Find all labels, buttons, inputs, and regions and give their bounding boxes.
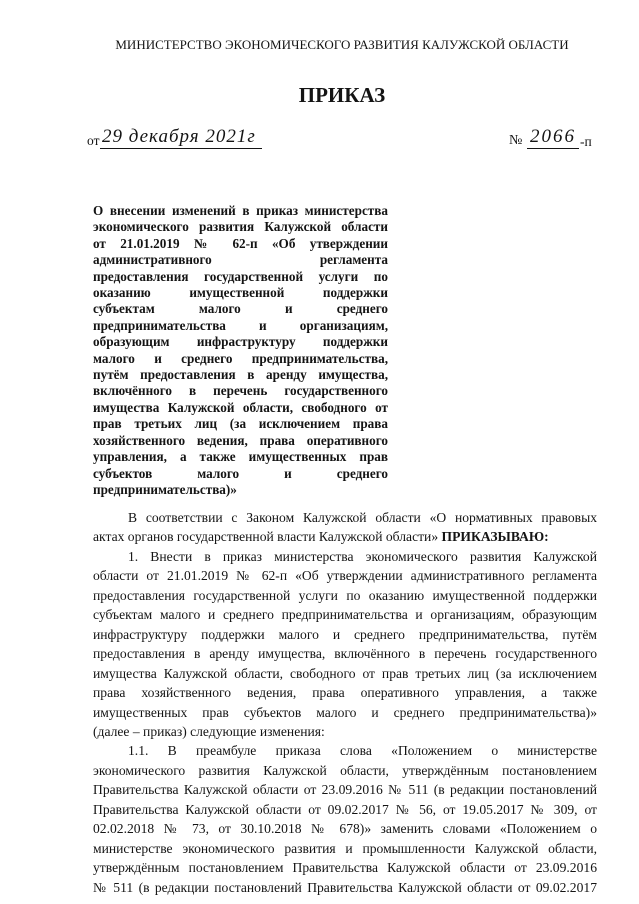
body-line: имущественных прав субъектов малого и среднего предпринимательства)» <box>93 704 597 720</box>
body-line: инфраструктуру поддержки малого и среднего предпринимательства, путём <box>93 626 597 642</box>
title-line: включённого в перечень государственного <box>93 383 388 399</box>
body-line: (далее – приказ) следующие изменения: <box>93 723 325 739</box>
order-word: ПРИКАЗЫВАЮ: <box>441 529 549 545</box>
body-line: предоставления в аренду имущества, включённого в перечень государственного <box>93 646 597 662</box>
title-line: образующим инфраструктуру поддержки <box>93 334 388 350</box>
body-line: имущества Калужской области, свободного от прав третьих лиц (за исключением <box>93 665 597 681</box>
title-line: экономического развития Калужской области <box>93 219 388 235</box>
number-suffix: -п <box>580 134 592 149</box>
title-line: предпринимательства и организациям, <box>93 317 388 333</box>
body-line: 1.1. В преамбуле приказа слова «Положением о министерстве <box>128 743 597 759</box>
body-line: области от 21.01.2019 № 62-п «Об утверждении административного регламента <box>93 568 597 584</box>
title-line: прав третьих лиц (за исключением права <box>93 416 388 432</box>
number-sign: № <box>509 133 523 148</box>
body-line: Правительства Калужской области от 23.09.2016 № 511 (в редакции постановлений <box>93 782 597 798</box>
title-line: О внесении изменений в приказ министерства <box>93 203 388 218</box>
title-line: административного регламента <box>93 252 388 268</box>
title-line: предпринимательства)» <box>93 481 237 497</box>
title-line: предоставления государственной услуги по <box>93 268 388 284</box>
body-line: утверждённым постановлением Правительства Калужской области от 23.09.2016 <box>93 860 597 876</box>
body-line: экономического развития Калужской области, утверждённым постановлением <box>93 762 597 778</box>
body-line: 1. Внести в приказ министерства экономического развития Калужской <box>128 548 597 564</box>
body-line: № 511 (в редакции постановлений Правительства Калужской области от 09.02.2017 <box>93 879 597 895</box>
body-paragraph <box>93 547 597 742</box>
body-line: министерстве экономического развития и промышленности Калужской области, <box>93 840 597 856</box>
order-title <box>93 203 388 498</box>
body-line: права хозяйственного ведения, права оперативного управления, а также <box>93 685 597 701</box>
title-line: управления, а также имущественных прав <box>93 449 388 465</box>
order-body <box>93 508 597 897</box>
title-line: путём предоставления в аренду имущества, <box>93 367 388 383</box>
body-line: 02.02.2018 № 73, от 30.10.2018 № 678)» заменить словами «Положением о <box>93 821 597 837</box>
title-line: субъектам малого и среднего <box>93 301 388 317</box>
handwritten-date: 29 декабря 2021г <box>100 126 262 149</box>
title-line: имущества Калужской области, свободного от <box>93 399 388 415</box>
ministry-name: МИНИСТЕРСТВО ЭКОНОМИЧЕСКОГО РАЗВИТИЯ КАЛУЖСКОЙ ОБЛАСТИ <box>115 37 569 52</box>
body-line: предоставления государственной услуги по оказанию имущественной поддержки <box>93 587 597 603</box>
title-line: малого и среднего предпринимательства, <box>93 350 388 366</box>
body-paragraph <box>93 508 597 547</box>
body-line-text: актах органов государственной власти Калужской области» <box>93 529 439 545</box>
title-line: от 21.01.2019 № 62-п «Об утверждении <box>93 235 388 251</box>
body-line: Правительства Калужской области от 09.02.2017 № 56, от 19.05.2017 № 309, от <box>93 801 597 817</box>
title-line: оказанию имущественной поддержки <box>93 285 388 301</box>
body-line: В соответствии с Законом Калужской области «О нормативных правовых <box>128 510 597 525</box>
body-line: субъектам малого и среднего предпринимательства и организациям, образующим <box>93 607 597 623</box>
document-type: ПРИКАЗ <box>298 83 386 107</box>
body-line <box>93 527 597 546</box>
handwritten-number: 2066 <box>527 126 579 149</box>
title-line: субъектов малого и среднего <box>93 465 388 481</box>
title-line: хозяйственного ведения, права оперативного <box>93 432 388 448</box>
body-paragraph <box>93 741 597 897</box>
date-prefix: от <box>87 133 100 148</box>
